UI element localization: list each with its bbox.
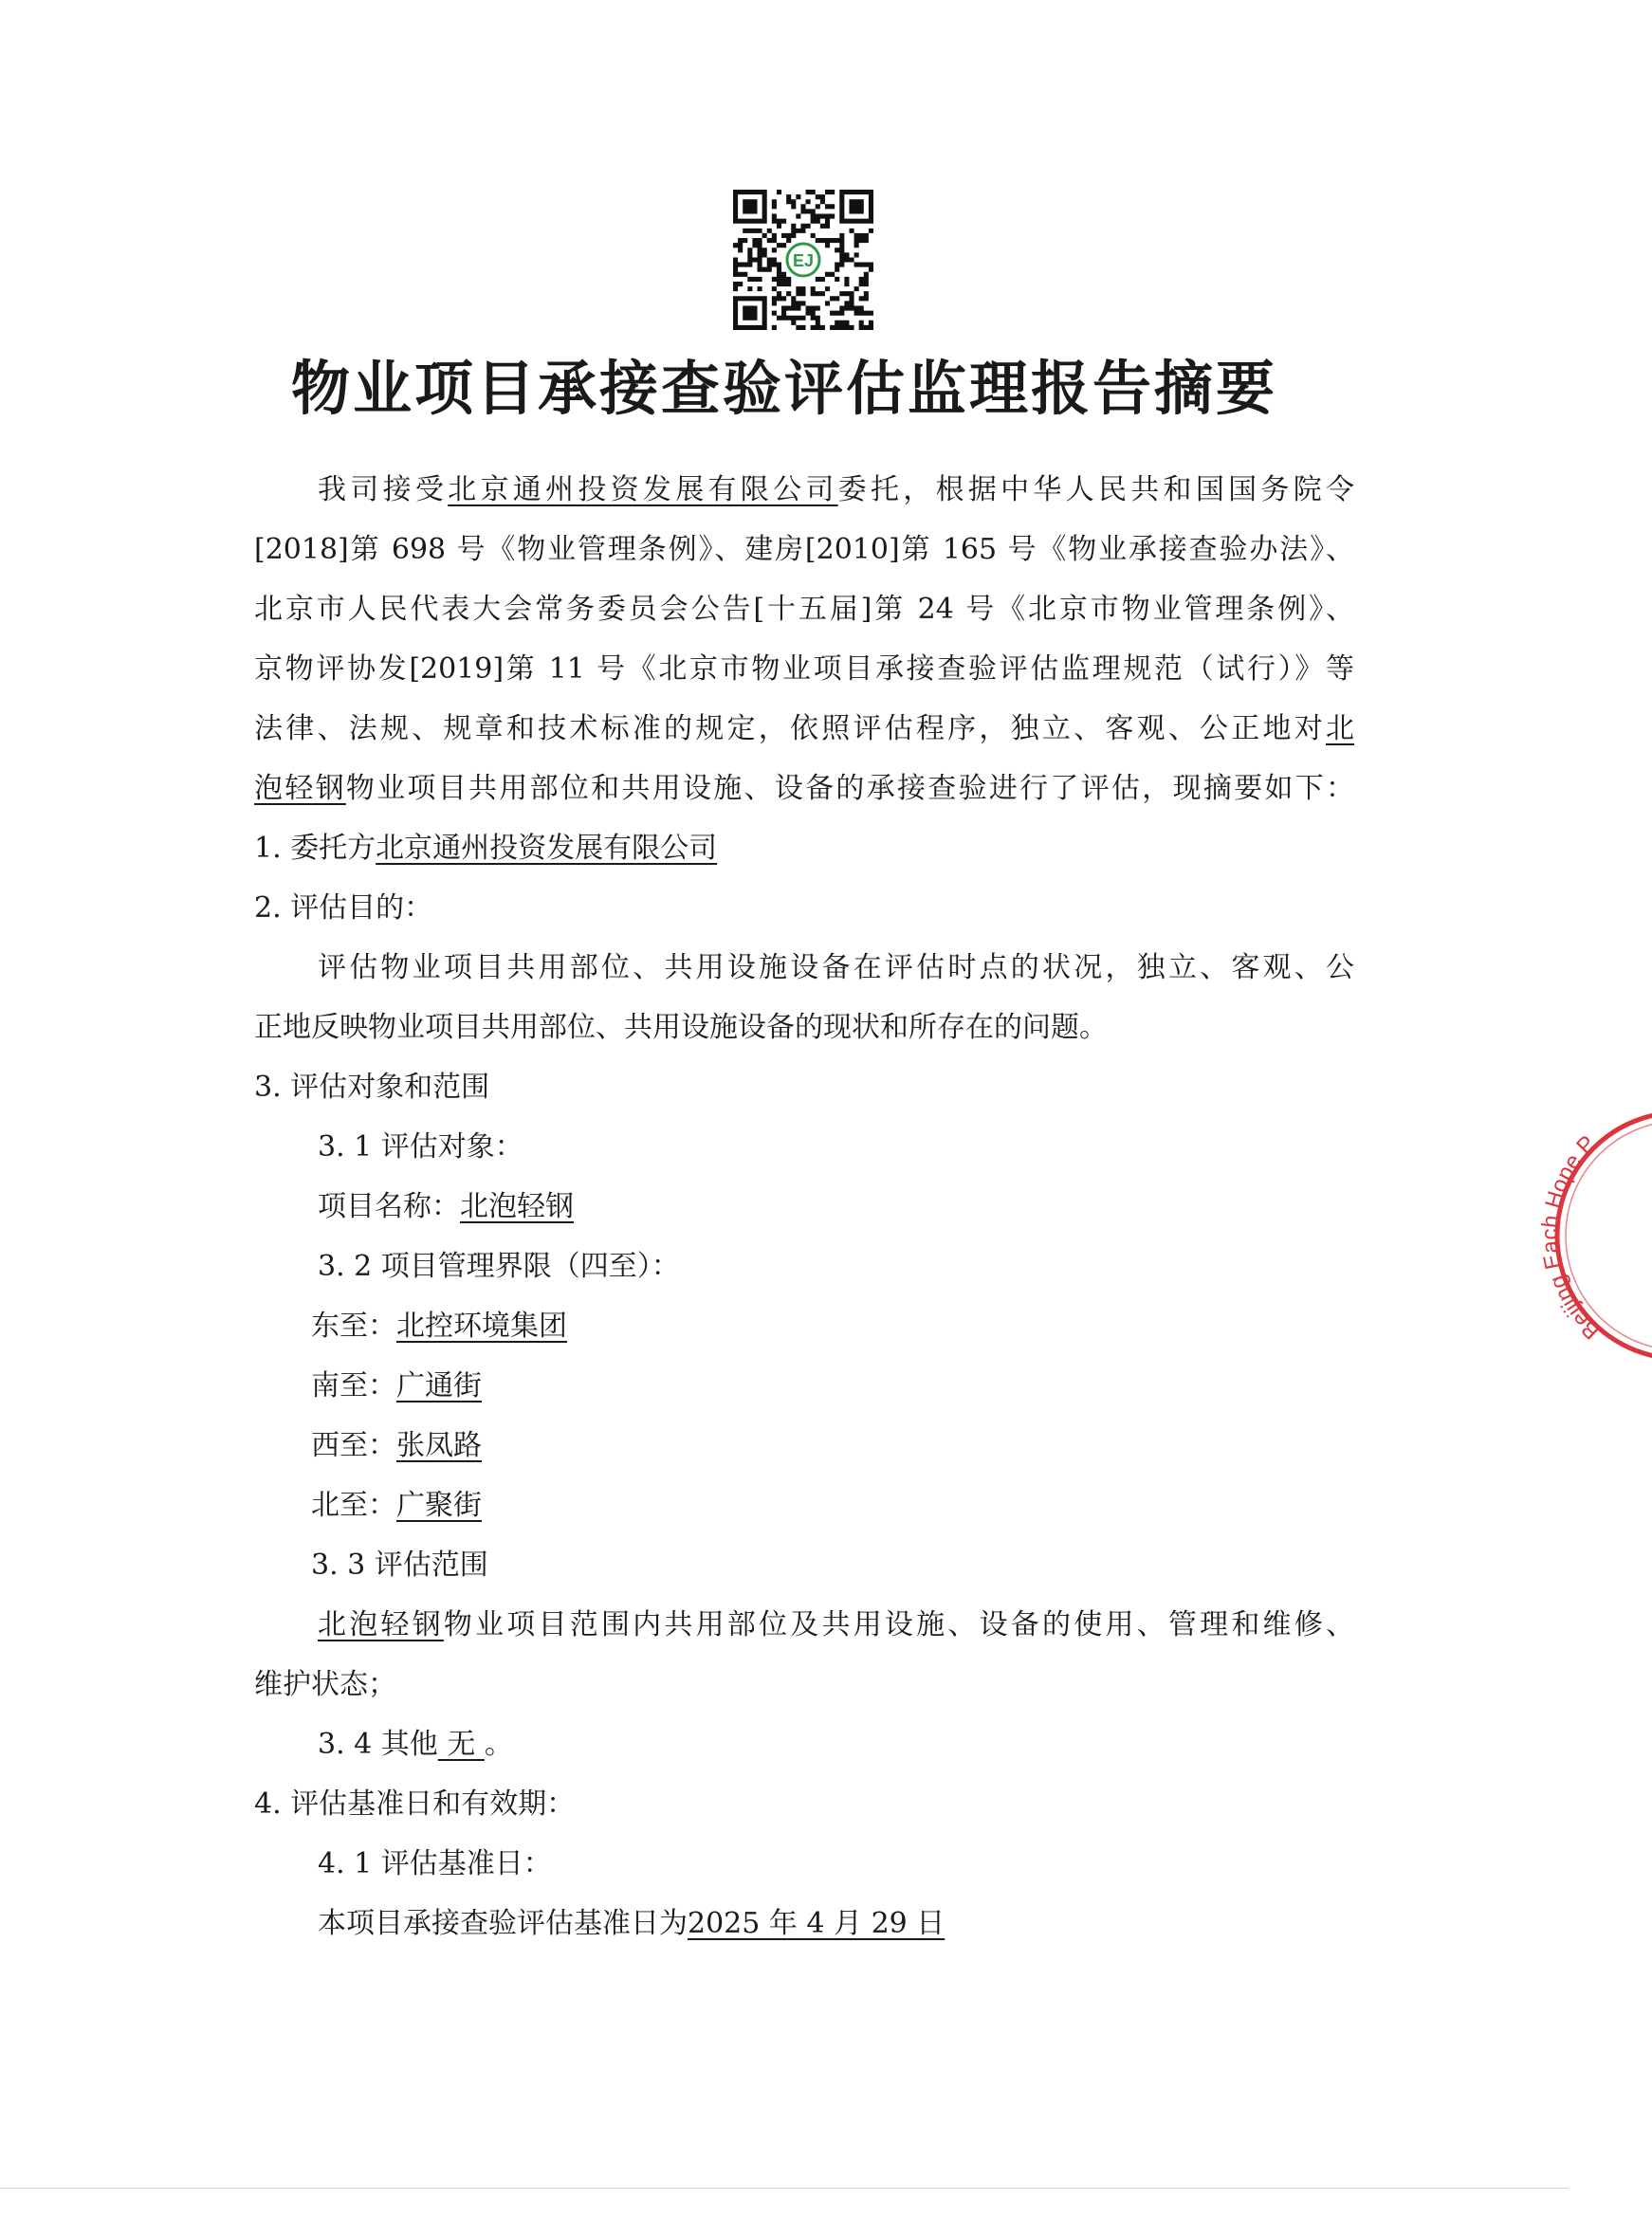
intro-line-4: 京物评协发[2019]第 11 号《北京市物业项目承接查验评估监理规范（试行）》等: [254, 652, 1354, 686]
intro-line-3: 北京市人民代表大会常务委员会公告[十五届]第 24 号《北京市物业管理条例》、: [254, 593, 1354, 626]
intro-line-5: [254, 699, 1354, 759]
section-3-3-heading: 3. 3 评估范围: [311, 1549, 488, 1582]
client-name: 北京通州投资发展有限公司: [448, 473, 838, 506]
page-title: 物业项目承接查验评估监理报告摘要: [290, 354, 1277, 423]
section-2-line-1: 评估物业项目共用部位、共用设施设备在评估时点的状况，独立、客观、公: [318, 951, 1354, 984]
boundary-west: [254, 1416, 1354, 1476]
project-name: 北泡轻钢: [318, 1608, 444, 1641]
project-name-row: [254, 1177, 1354, 1237]
client-name: 北京通州投资发展有限公司: [376, 832, 718, 865]
boundary-value: 广通街: [396, 1369, 482, 1402]
intro-line-6: [254, 759, 1354, 818]
intro-text: 物业项目共用部位和共用设施、设备的承接查验进行了评估，现摘要如下：: [345, 772, 1355, 805]
section-2-line-2: 正地反映物业项目共用部位、共用设施设备的现状和所存在的问题。: [254, 1011, 1108, 1044]
company-seal: [1500, 1109, 1652, 1361]
footer-rule: [0, 2188, 1569, 2189]
boundary-value: 北控环境集团: [396, 1310, 567, 1343]
section-2-heading: 2. 评估目的：: [254, 891, 433, 925]
base-date-row: [254, 1894, 1354, 1953]
intro-text: 法律、法规、规章和技术标准的规定，依照评估程序，独立、客观、公正地对: [254, 712, 1326, 745]
qr-code: [733, 190, 873, 330]
field-label: 西至：: [311, 1429, 396, 1462]
seal-text: Beijing Each Hope P: [1536, 1130, 1606, 1345]
other-value: 无: [437, 1728, 485, 1761]
qr-finder: [733, 190, 767, 224]
field-label: 北至：: [311, 1489, 396, 1522]
section-3-4: [254, 1714, 1354, 1774]
intro-line-1: [254, 460, 1354, 520]
project-name: 北泡轻钢: [460, 1190, 574, 1223]
qr-logo-text: EJ: [792, 251, 815, 270]
scope-text: 物业项目范围内共用部位及共用设施、设备的使用、管理和维修、: [443, 1608, 1354, 1641]
section-3-1-heading: 3. 1 评估对象：: [318, 1130, 523, 1164]
intro-text: 我司接受: [318, 473, 449, 506]
field-label: 南至：: [311, 1369, 396, 1402]
boundary-north: [254, 1476, 1354, 1535]
section-3-heading: 3. 评估对象和范围: [254, 1071, 490, 1104]
section-label: 1. 委托方: [254, 832, 376, 865]
field-label: 东至：: [311, 1310, 396, 1343]
qr-finder: [733, 296, 767, 330]
project-name-part: 泡轻钢: [254, 772, 346, 805]
boundary-value: 张凤路: [396, 1429, 482, 1462]
qr-finder: [839, 190, 873, 224]
section-4-1-heading: 4. 1 评估基准日：: [318, 1847, 552, 1880]
document-body: [254, 460, 1354, 1953]
scope-line-1: [254, 1595, 1354, 1655]
field-label: 项目名称：: [318, 1190, 460, 1223]
intro-line-2: [2018]第 698 号《物业管理条例》、建房[2010]第 165 号《物业承接查验办法》、: [254, 533, 1354, 566]
boundary-south: [254, 1356, 1354, 1416]
scope-line-2: 维护状态；: [254, 1668, 396, 1701]
boundary-value: 广聚街: [396, 1489, 482, 1522]
section-3-2-heading: 3. 2 项目管理界限（四至）：: [318, 1250, 680, 1283]
section-4-heading: 4. 评估基准日和有效期：: [254, 1787, 576, 1821]
boundary-east: [254, 1296, 1354, 1356]
section-label: 3. 4 其他: [318, 1728, 438, 1761]
section-1: [254, 818, 1354, 878]
intro-text: 委托，根据中华人民共和国国务院令: [837, 473, 1355, 506]
date-label: 本项目承接查验评估基准日为: [318, 1907, 688, 1940]
punctuation: 。: [484, 1728, 513, 1761]
project-name-part: 北: [1326, 712, 1354, 745]
base-date: 2025 年 4 月 29 日: [688, 1907, 945, 1940]
